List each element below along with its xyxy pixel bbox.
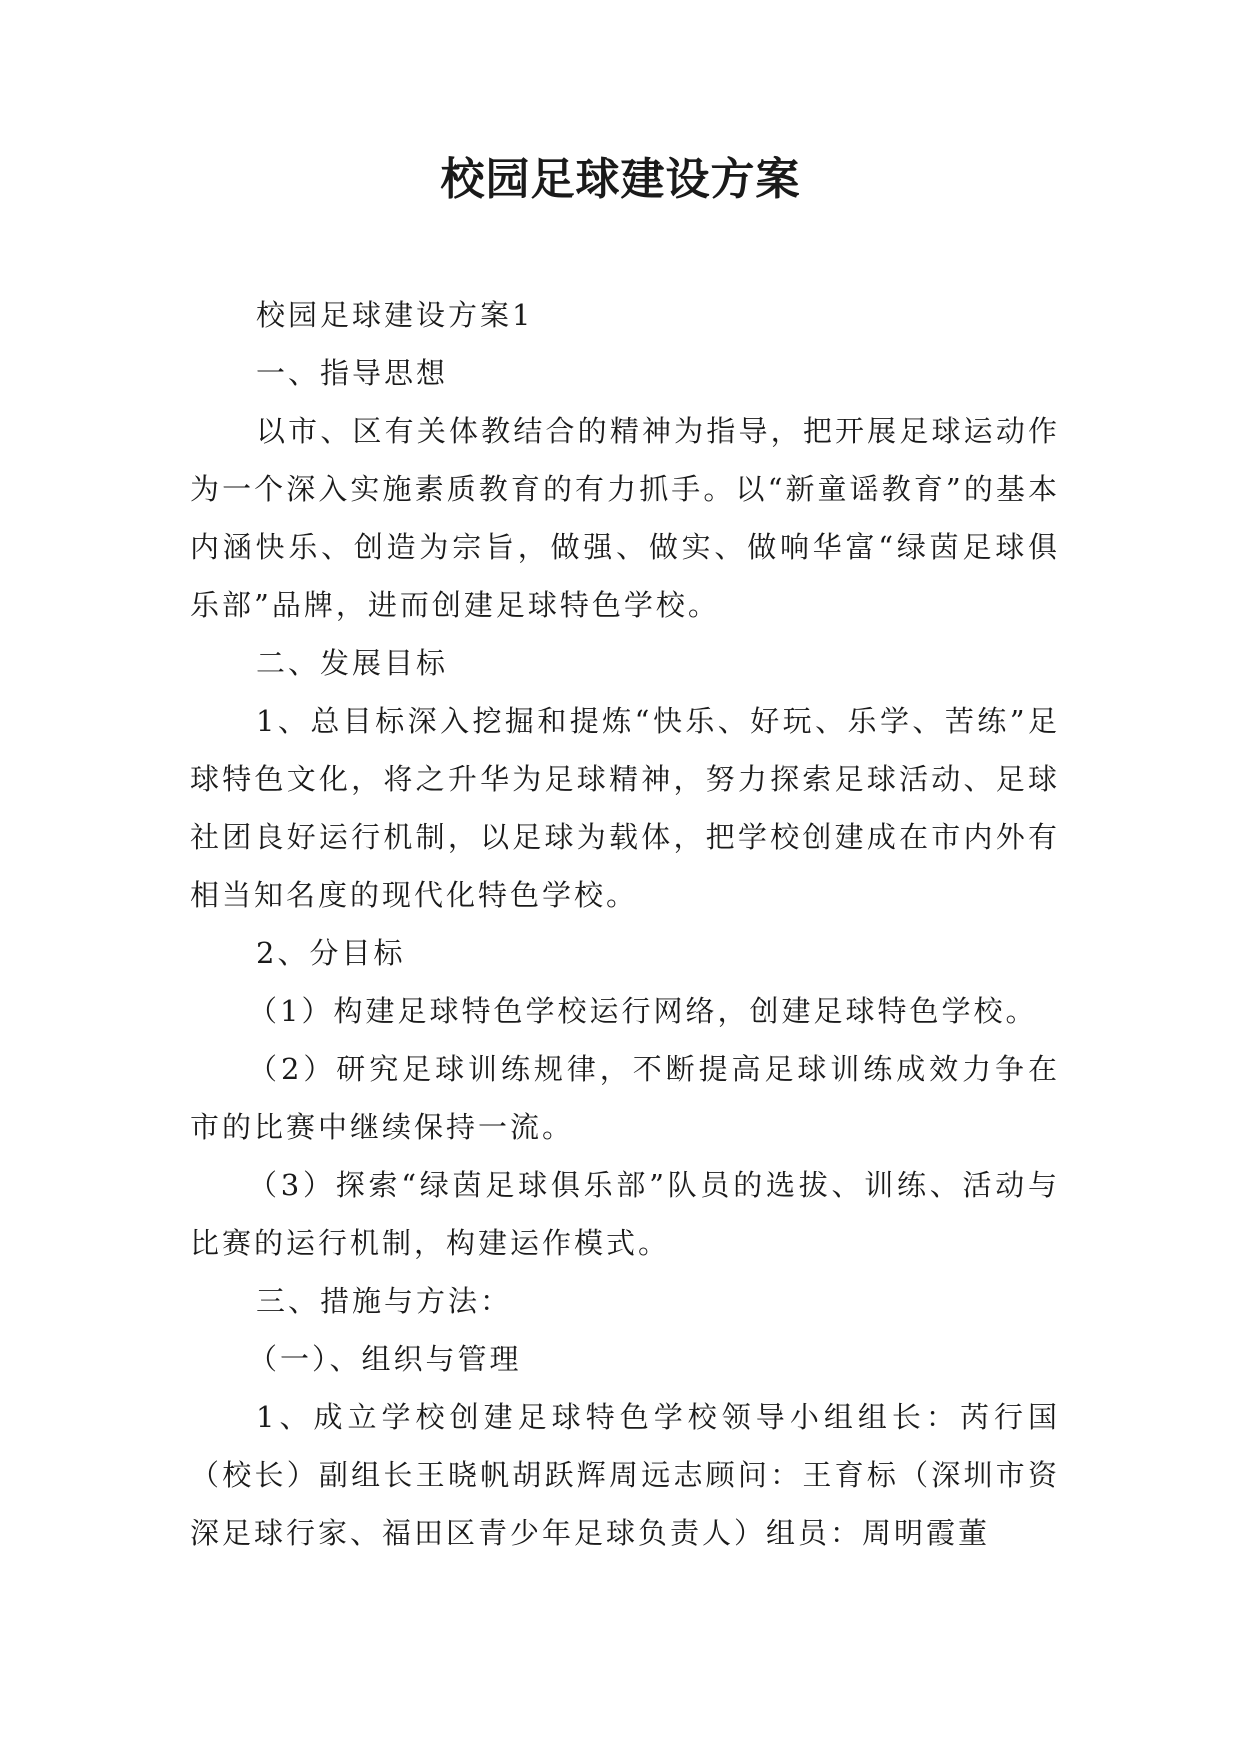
paragraph-leadership-group: 1、成立学校创建足球特色学校领导小组组长：芮行国（校长）副组长王晓帆胡跃辉周远志顾问：王育标（深圳市资深足球行家、福田区青少年足球负责人）组员：周明霞董 xyxy=(190,1400,1060,1550)
paragraph-guiding-ideology: 以市、区有关体教结合的精神为指导，把开展足球运动作为一个深入实施素质教育的有力抓手。以“新童谣教育”的基本内涵快乐、创造为宗旨，做强、做实、做响华富“绿茵足球俱乐部”品牌，进而创建足球特色学校。 xyxy=(190,414,1060,622)
paragraph-sub-goal-2: （2）研究足球训练规律，不断提高足球训练成效力争在市的比赛中继续保持一流。 xyxy=(190,1052,1060,1144)
paragraph-heading-organization: （一）、组织与管理 xyxy=(248,1342,522,1376)
paragraph-heading-guiding-ideology: 一、指导思想 xyxy=(256,356,449,390)
paragraph-heading-sub-goals: 2、分目标 xyxy=(256,936,406,970)
paragraph-sub-goal-1: （1）构建足球特色学校运行网络，创建足球特色学校。 xyxy=(248,994,1038,1028)
document-title: 校园足球建设方案 xyxy=(440,154,801,205)
paragraph-overall-goal: 1、总目标深入挖掘和提炼“快乐、好玩、乐学、苦练”足球特色文化，将之升华为足球精神，努力探索足球活动、足球社团良好运行机制，以足球为载体，把学校创建成在市内外有相当知名度的现代化特色学校。 xyxy=(190,704,1060,912)
paragraph-heading-measures: 三、措施与方法： xyxy=(256,1284,513,1318)
document-body xyxy=(190,286,1060,1562)
paragraph-section-heading: 校园足球建设方案1 xyxy=(256,298,534,332)
paragraph-heading-development-goals: 二、发展目标 xyxy=(256,646,449,680)
paragraph-sub-goal-3: （3）探索“绿茵足球俱乐部”队员的选拔、训练、活动与比赛的运行机制，构建运作模式。 xyxy=(190,1168,1060,1260)
